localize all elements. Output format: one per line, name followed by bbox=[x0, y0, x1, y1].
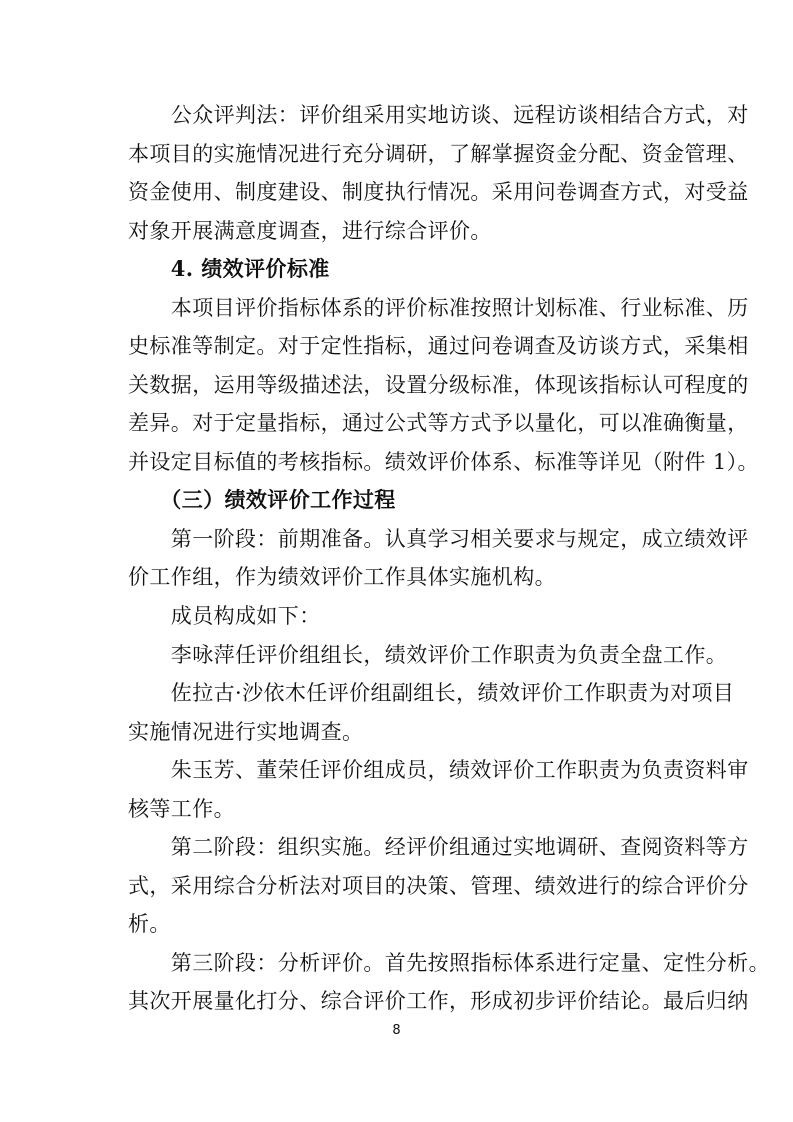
paragraph-line: 朱玉芳、董荣任评价组成员，绩效评价工作职责为负责资料审 bbox=[128, 758, 749, 783]
paragraph-line: 对象开展满意度调查，进行综合评价。 bbox=[128, 218, 492, 243]
paragraph-line: 价工作组，作为绩效评价工作具体实施机构。 bbox=[128, 565, 556, 590]
paragraph-line: 并设定目标值的考核指标。绩效评价体系、标准等详见（附件 1）。 bbox=[128, 449, 759, 474]
paragraph-line: 第二阶段：组织实施。经评价组通过实地调研、查阅资料等方 bbox=[128, 835, 749, 860]
paragraph-line: 本项目的实施情况进行充分调研，了解掌握资金分配、资金管理、 bbox=[128, 141, 749, 166]
paragraph-line: 其次开展量化打分、综合评价工作，形成初步评价结论。最后归纳 bbox=[128, 989, 749, 1014]
paragraph-line: 成员构成如下： bbox=[128, 604, 321, 629]
paragraph-line: 公众评判法：评价组采用实地访谈、远程访谈相结合方式，对 bbox=[128, 103, 749, 127]
paragraph-line: 史标准等制定。对于定性指标，通过问卷调查及访谈方式，采集相 bbox=[128, 334, 749, 359]
paragraph-line: 资金使用、制度建设、制度执行情况。采用问卷调查方式，对受益 bbox=[128, 180, 749, 205]
paragraph-line: 第一阶段：前期准备。认真学习相关要求与规定，成立绩效评 bbox=[128, 526, 749, 551]
paragraph-line: 第三阶段：分析评价。首先按照指标体系进行定量、定性分析。 bbox=[128, 950, 770, 975]
paragraph-line: 实施情况进行实地调查。 bbox=[128, 719, 364, 744]
paragraph-line: 佐拉古·沙依木任评价组副组长，绩效评价工作职责为对项目 bbox=[128, 681, 735, 706]
section-heading: 4. 绩效评价标准 bbox=[128, 256, 330, 282]
paragraph-line: 关数据，运用等级描述法，设置分级标准，体现该指标认可程度的 bbox=[128, 372, 749, 397]
page-number: 8 bbox=[392, 1023, 401, 1038]
section-heading: （三）绩效评价工作过程 bbox=[128, 487, 396, 513]
paragraph-line: 式，采用综合分析法对项目的决策、管理、绩效进行的综合评价分 bbox=[128, 873, 749, 898]
paragraph-line: 析。 bbox=[128, 912, 171, 937]
paragraph-line: 李咏萍任评价组组长，绩效评价工作职责为负责全盘工作。 bbox=[128, 642, 728, 667]
paragraph-line: 核等工作。 bbox=[128, 796, 235, 821]
paragraph-line: 本项目评价指标体系的评价标准按照计划标准、行业标准、历 bbox=[128, 295, 749, 320]
paragraph-line: 差异。对于定量指标，通过公式等方式予以量化，可以准确衡量， bbox=[128, 411, 749, 436]
